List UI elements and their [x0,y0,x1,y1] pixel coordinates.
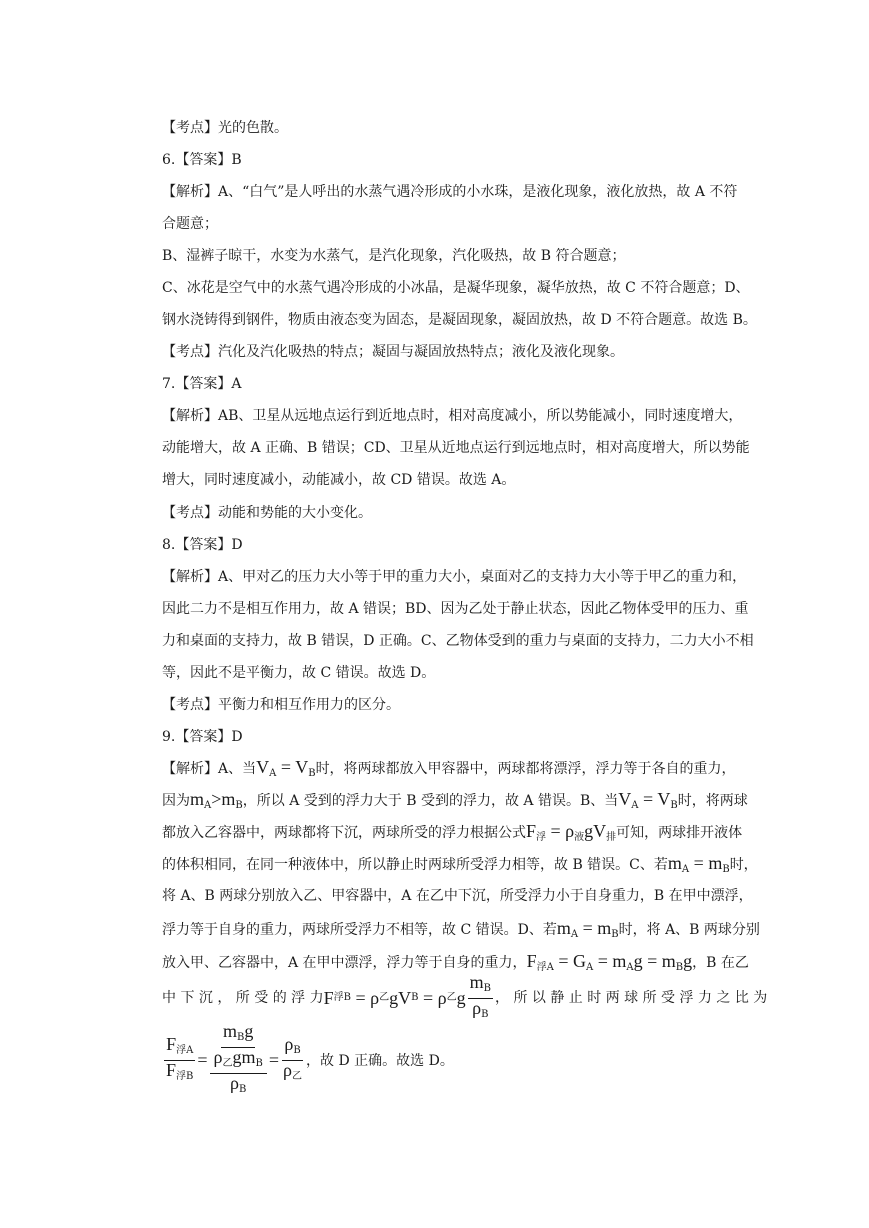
text-line: 因此二力不是相互作用力，故 A 错误；BD、因为乙处于静止状态，因此乙物体受甲的压力、重 [162,601,749,617]
text-line: 【考点】汽化及汽化吸热的特点；凝固与凝固放热特点；液化及液化现象。 [162,344,624,360]
text-line: 【考点】光的色散。 [162,120,288,136]
text-line: 6.【答案】B [162,152,242,168]
q9-line-7: 放入甲、乙容器中，A 在甲中漂浮，浮力等于自身的重力，$F_{浮A} = G_A = m_Ag = m_Bg$，B 在乙 [162,951,749,973]
text-line: 合题意； [162,216,218,232]
text-line: 【解析】A、“白气”是人呼出的水蒸气遇冷形成的小水珠，是液化现象，液化放热，故 A 不符 [162,184,738,200]
text-line: 动能增大，故 A 正确、B 错误；CD、卫星从近地点运行到远地点时，相对高度增大，所以势能 [162,440,750,456]
text-line: 增大，同时速度减小，动能减小，故 CD 错误。故选 A。 [162,472,516,488]
q9-line-1: 【解析】A、当$V_A = V_B$时，将两球都放入甲容器中，两球都将漂浮，浮力等于各自的重力， [162,757,736,779]
text-line: 【考点】动能和势能的大小变化。 [162,505,372,521]
q9-line-5: 将 A、B 两球分别放入乙、甲容器中，A 在乙中下沉，所受浮力小于自身重力，B 在甲中漂浮， [162,888,753,904]
text-line: B、湿裤子晾干，水变为水蒸气，是汽化现象，汽化吸热，故 B 符合题意； [162,248,626,264]
q9-line-8: 中 下 沉 ， 所 受 的 浮 力 F 浮 B = ρ 乙 g V B = ρ 乙 g $\frac{m_B}{\rho_B}$ ， 所 以 静 止 时 两 球 所 受 浮 力 之 比 为 [162,976,790,1020]
fraction-FA-over-FB: $\frac{F_{浮A}}{F_{浮B}}$ [166,1033,194,1082]
fraction-rhoB-over-rhoYi: $\frac{\rho_B}{\rho_乙}$ [283,1033,303,1082]
fraction-mB-over-rhoB: $\frac{m_B}{\rho_B}$ [469,971,491,1020]
q9-line-2: 因为$m_A>m_B$，所以 A 受到的浮力大于 B 受到的浮力，故 A 错误。B、当$V_A = V_B$时，将两球 [162,789,748,811]
text-line: 【考点】平衡力和相互作用力的区分。 [162,697,400,713]
buoyancy-ratio-formula: $\frac{F_{浮A}}{F_{浮B}}$ = $\frac{\frac{m_Bg}{\rho_乙gm_B}}{\rho_B}$ = $\frac{\rho_B}{\rho_乙}$ ，故 D 正确。故选 D。 [162,1022,454,1098]
text-line: 力和桌面的支持力，故 B 错误，D 正确。C、乙物体受到的重力与桌面的支持力，二力大小不相 [162,633,754,649]
fraction-compound: $\frac{\frac{m_Bg}{\rho_乙gm_B}}{\rho_B}$ [210,1022,267,1099]
text-line: C、冰花是空气中的水蒸气遇冷形成的小冰晶，是凝华现象，凝华放热，故 C 不符合题意；D、 [162,280,750,296]
text-line: 钢水浇铸得到钢件，物质由液态变为固态，是凝固现象，凝固放热，故 D 不符合题意。故选 B。 [162,312,757,328]
q9-line-3: 都放入乙容器中，两球都将下沉，两球所受的浮力根据公式$F_浮 = \rho_液gV_排$可知，两球排开液体 [162,821,743,843]
text-line: 【解析】A、甲对乙的压力大小等于甲的重力大小，桌面对乙的支持力大小等于甲乙的重力和， [162,569,747,585]
q9-line-6: 浮力等于自身的重力，两球所受浮力不相等，故 C 错误。D、若$m_A = m_B$时，将 A、B 两球分别 [162,918,760,940]
text-line: 7.【答案】A [162,376,242,392]
q9-line-4: 的体积相同，在同一种液体中，所以静止时两球所受浮力相等，故 B 错误。C、若$m_A = m_B$时， [162,853,758,875]
text-line: 【解析】AB、卫星从远地点运行到近地点时，相对高度减小，所以势能减小，同时速度增大， [162,408,743,424]
text-line: 9.【答案】D [162,729,243,745]
text-line: 8.【答案】D [162,537,243,553]
text-line: 等，因此不是平衡力，故 C 错误。故选 D。 [162,665,436,681]
